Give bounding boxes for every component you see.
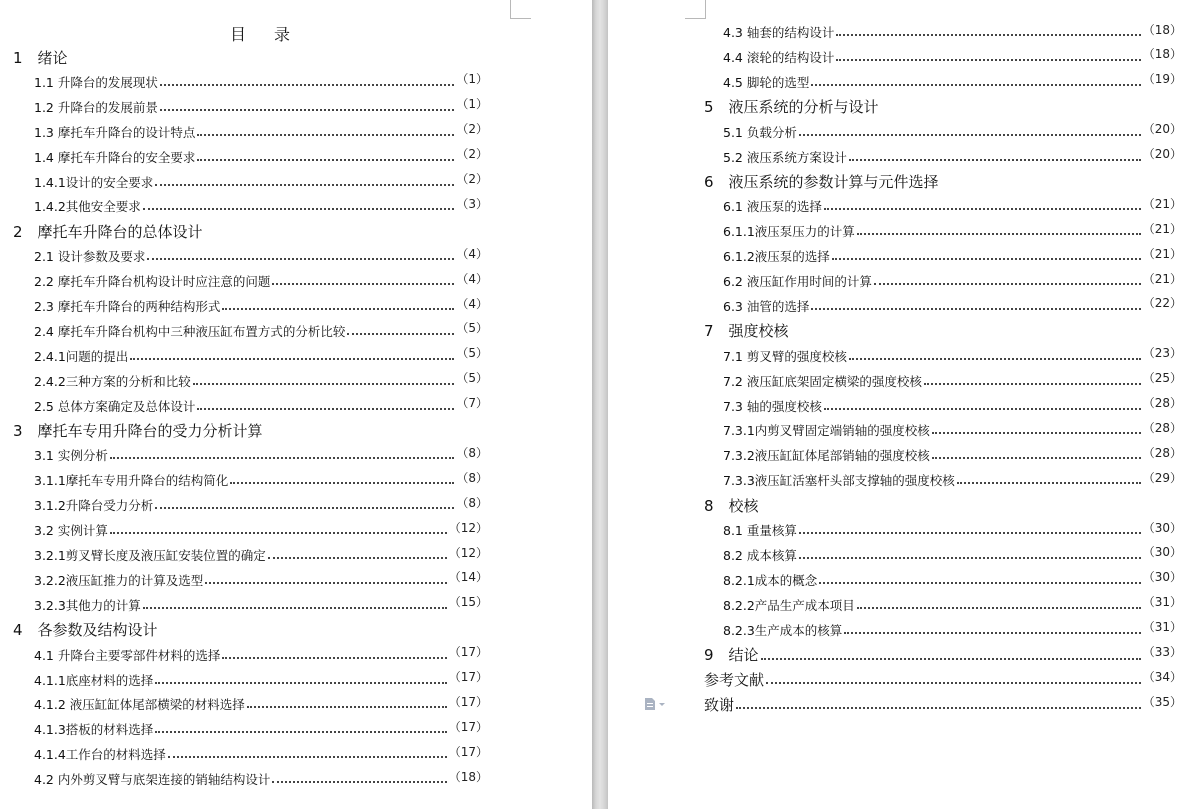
toc-section-entry — [723, 46, 1182, 68]
toc-entry-text: 1.1 升降台的发展现状 — [34, 74, 158, 90]
toc-page-number: （4） — [456, 296, 488, 311]
toc-chapter-entry — [13, 220, 203, 242]
toc-page-number: （5） — [456, 371, 488, 386]
toc-entry-text: 1.2 升降台的发展前景 — [34, 99, 158, 115]
dot-leader — [155, 493, 454, 509]
toc-page-number: （17） — [448, 670, 488, 684]
toc-entry-text: 4 各参数及结构设计 — [13, 621, 158, 640]
toc-entry-text: 5.1 负载分析 — [723, 124, 797, 140]
toc-entry-text: 2.4 摩托车升降台机构中三种液压缸布置方式的分析比较 — [34, 323, 346, 339]
dot-leader — [160, 95, 455, 111]
toc-entry-text: 8.2.1成本的概念 — [723, 572, 818, 588]
toc-chapter-entry — [704, 170, 939, 192]
toc-entry-text: 7.1 剪叉臂的强度校核 — [723, 348, 847, 364]
toc-page-number: （18） — [448, 769, 488, 784]
toc-section-entry — [723, 370, 1182, 392]
dot-leader — [844, 618, 1140, 634]
toc-page-number: （21） — [1142, 271, 1182, 286]
toc-section-entry — [34, 370, 488, 392]
toc-page-number: （17） — [448, 744, 488, 759]
toc-section-entry — [723, 121, 1182, 143]
dot-leader — [272, 269, 454, 285]
dot-leader — [924, 369, 1141, 385]
toc-section-entry — [723, 295, 1182, 317]
toc-page-number: （17） — [448, 645, 488, 660]
toc-section-entry — [34, 245, 488, 267]
dot-leader — [143, 593, 447, 609]
toc-section-entry — [723, 21, 1182, 43]
toc-entry-text: 3.2.3其他力的计算 — [34, 597, 141, 613]
dot-leader — [736, 691, 1141, 709]
toc-title-char: 录 — [274, 25, 297, 44]
toc-entry-text: 2.5 总体方案确定及总体设计 — [34, 398, 196, 414]
toc-entry-text: 1.3 摩托车升降台的设计特点 — [34, 124, 196, 140]
toc-page-number: （14） — [448, 570, 488, 585]
dot-leader — [143, 194, 455, 210]
toc-entry-text: 7.2 液压缸底架固定横梁的强度校核 — [723, 373, 922, 389]
toc-section-entry — [723, 544, 1182, 566]
dot-leader — [799, 543, 1141, 559]
toc-entry-text: 8 校核 — [704, 496, 759, 515]
toc-entry-text: 1.4 摩托车升降台的安全要求 — [34, 149, 196, 165]
dot-leader — [168, 742, 447, 758]
toc-page-number: （19） — [1142, 72, 1182, 87]
toc-section-entry — [34, 718, 488, 740]
toc-section-entry — [34, 494, 488, 516]
toc-section-entry — [34, 594, 488, 616]
toc-section-entry — [34, 544, 488, 566]
toc-entry-text: 3.2 实例计算 — [34, 523, 108, 539]
toc-page-number: （25） — [1142, 371, 1182, 386]
dot-leader — [957, 468, 1141, 484]
toc-entry-text: 6 液压系统的参数计算与元件选择 — [704, 172, 939, 191]
toc-section-entry — [34, 171, 488, 193]
dot-leader — [197, 120, 454, 136]
toc-section-entry — [723, 444, 1182, 466]
toc-chapter-entry — [704, 320, 789, 342]
toc-section-entry — [34, 693, 488, 715]
toc-section-entry — [723, 469, 1182, 491]
toc-page-number: （15） — [448, 595, 488, 610]
toc-chapter-entry — [13, 619, 158, 641]
toc-section-entry — [34, 195, 488, 217]
toc-entry-text: 8.1 重量核算 — [723, 523, 797, 538]
dot-leader — [197, 394, 454, 410]
toc-entry-text: 1 绪论 — [13, 48, 68, 67]
toc-page-number: （29） — [1142, 470, 1182, 485]
dot-leader — [110, 443, 455, 459]
toc-section-entry — [723, 270, 1182, 292]
toc-entry-text: 3.2.1剪叉臂长度及液压缸安装位置的确定 — [34, 548, 266, 563]
toc-section-entry — [723, 220, 1182, 242]
toc-page-number: （30） — [1142, 570, 1182, 585]
toc-section-entry — [723, 419, 1182, 441]
dot-leader — [155, 170, 454, 186]
dot-leader — [247, 692, 447, 708]
toc-entry-text: 1.4.1设计的安全要求 — [34, 174, 154, 190]
toc-page-number: （7） — [456, 396, 488, 411]
toc-entry-text: 7.3.1内剪叉臂固定端销轴的强度校核 — [723, 423, 930, 439]
dot-leader — [811, 294, 1140, 310]
toc-chapter-entry — [13, 420, 263, 442]
dot-leader — [272, 767, 446, 783]
toc-entry-text: 2.4.1问题的提出 — [34, 348, 129, 364]
toc-entry-text: 4.2 内外剪叉臂与底架连接的销轴结构设计 — [34, 772, 271, 788]
toc-section-entry — [34, 121, 488, 143]
toc-page-number: （18） — [1142, 47, 1182, 62]
toc-section-entry — [34, 669, 488, 691]
toc-section-entry — [723, 395, 1182, 417]
toc-section-entry — [34, 569, 488, 591]
dot-leader — [799, 120, 1141, 136]
document-icon — [645, 698, 655, 710]
toc-section-entry — [723, 619, 1182, 641]
toc-chapter-entry — [704, 494, 759, 516]
toc-page-number: （18） — [1142, 22, 1182, 37]
toc-page-number: （28） — [1142, 445, 1182, 460]
toc-chapter-entry — [704, 96, 879, 118]
dot-leader — [160, 70, 455, 86]
toc-page-number: （34） — [1142, 669, 1182, 684]
toc-chapter-entry — [704, 693, 1182, 715]
toc-page-number: （21） — [1142, 246, 1182, 261]
toc-page-number: （31） — [1142, 620, 1182, 635]
toc-section-entry — [723, 146, 1182, 168]
toc-page-number: （8） — [456, 470, 488, 485]
dot-leader — [836, 45, 1140, 61]
dot-leader — [824, 394, 1141, 410]
toc-entry-text: 8.2 成本核算 — [723, 547, 797, 563]
toc-page-number: （20） — [1142, 147, 1182, 161]
toc-page-number: （20） — [1142, 122, 1182, 137]
toc-section-entry — [34, 519, 488, 541]
toc-entry-text: 2.3 摩托车升降台的两种结构形式 — [34, 299, 221, 314]
dot-leader — [205, 568, 446, 584]
toc-section-entry — [34, 743, 488, 765]
dot-leader — [193, 369, 455, 385]
toc-entry-text: 参考文献 — [704, 670, 765, 689]
dot-leader — [110, 518, 447, 534]
toc-section-entry — [723, 71, 1182, 93]
toc-entry-text: 2.2 摩托车升降台机构设计时应注意的问题 — [34, 274, 271, 290]
toc-section-entry — [34, 295, 488, 317]
dot-leader — [268, 543, 447, 559]
dot-leader — [824, 194, 1141, 210]
dot-leader — [811, 70, 1140, 86]
toc-page-number: （12） — [448, 545, 488, 560]
crop-mark — [685, 0, 706, 19]
toc-entry-text: 6.3 油管的选择 — [723, 298, 810, 314]
toc-page-number: （3） — [456, 196, 488, 211]
document-dropdown-icon[interactable] — [645, 697, 675, 711]
toc-entry-text: 4.3 轴套的结构设计 — [723, 25, 835, 40]
toc-page-number: （30） — [1142, 545, 1182, 560]
dot-leader — [836, 20, 1140, 36]
toc-section-entry — [34, 469, 488, 491]
toc-page-number: （1） — [456, 72, 488, 87]
toc-section-entry — [34, 96, 488, 118]
toc-page-number: （23） — [1142, 346, 1182, 361]
toc-entry-text: 3.2.2液压缸推力的计算及选型 — [34, 572, 204, 588]
toc-entry-text: 6.2 液压缸作用时间的计算 — [723, 274, 872, 289]
dot-leader — [932, 443, 1141, 459]
toc-page-number: （17） — [448, 719, 488, 734]
toc-entry-text: 4.5 脚轮的选型 — [723, 74, 810, 90]
toc-page-number: （1） — [456, 97, 488, 112]
toc-page-number: （2） — [456, 122, 488, 137]
toc-page-number: （28） — [1142, 420, 1182, 435]
toc-entry-text: 9 结论 — [704, 646, 759, 664]
toc-entry-text: 2.4.2三种方案的分析和比较 — [34, 373, 191, 389]
dot-leader — [799, 518, 1141, 534]
toc-title-char: 目 — [230, 25, 253, 44]
toc-entry-text: 6.1.2液压泵的选择 — [723, 249, 830, 265]
toc-entry-text: 3 摩托车专用升降台的受力分析计算 — [13, 422, 263, 440]
chevron-down-icon — [659, 703, 665, 706]
toc-entry-text: 6.1 液压泵的选择 — [723, 199, 822, 215]
toc-page-number: （30） — [1142, 520, 1182, 535]
toc-entry-text: 8.2.3生产成本的核算 — [723, 622, 843, 638]
toc-section-entry — [34, 644, 488, 666]
dot-leader — [155, 717, 446, 733]
toc-section-entry — [723, 519, 1182, 541]
dot-leader — [819, 568, 1140, 584]
toc-entry-text: 5 液压系统的分析与设计 — [704, 98, 879, 117]
toc-section-entry — [34, 345, 488, 367]
toc-page-number: （5） — [456, 321, 488, 336]
page-gutter — [592, 0, 608, 809]
toc-page-number: （21） — [1142, 221, 1182, 236]
toc-entry-text: 5.2 液压系统方案设计 — [723, 149, 847, 165]
toc-entry-text: 2.1 设计参数及要求 — [34, 249, 146, 265]
toc-entry-text: 3.1 实例分析 — [34, 448, 108, 464]
toc-page-number: （2） — [456, 147, 488, 162]
toc-page-number: （17） — [448, 694, 488, 709]
toc-page-number: （21） — [1142, 196, 1182, 211]
dot-leader — [832, 244, 1141, 260]
toc-chapter-entry — [13, 46, 68, 68]
toc-title — [230, 22, 318, 45]
dot-leader — [874, 269, 1141, 285]
toc-section-entry — [34, 270, 488, 292]
toc-section-entry — [34, 320, 488, 342]
toc-entry-text: 4.1.1底座材料的选择 — [34, 672, 154, 688]
toc-page-number: （8） — [456, 495, 488, 510]
toc-entry-text: 4.1.2 液压缸缸体尾部横梁的材料选择 — [34, 697, 245, 713]
toc-entry-text: 6.1.1液压泵压力的计算 — [723, 224, 855, 240]
toc-page-number: （2） — [456, 172, 488, 186]
toc-entry-text: 7.3.3液压缸活塞杆头部支撑轴的强度校核 — [723, 473, 955, 489]
toc-entry-text: 4.1.3搭板的材料选择 — [34, 722, 154, 738]
dot-leader — [849, 145, 1141, 161]
toc-entry-text: 2 摩托车升降台的总体设计 — [13, 222, 203, 241]
toc-entry-text: 7.3.2液压缸缸体尾部销轴的强度校核 — [723, 448, 930, 464]
dot-leader — [347, 319, 454, 335]
page-left — [0, 0, 592, 809]
crop-mark — [510, 0, 531, 19]
toc-page-number: （8） — [456, 445, 488, 460]
toc-entry-text: 1.4.2其他安全要求 — [34, 199, 141, 215]
toc-entry-text: 4.1.4工作台的材料选择 — [34, 747, 166, 763]
toc-page-number: （31） — [1142, 595, 1182, 610]
toc-entry-text: 3.1.2升降台受力分析 — [34, 498, 154, 514]
toc-section-entry — [34, 768, 488, 790]
dot-leader — [849, 344, 1141, 360]
toc-entry-text: 7 强度校核 — [704, 322, 789, 341]
toc-entry-text: 4.1 升降台主要零部件材料的选择 — [34, 647, 221, 663]
dot-leader — [130, 344, 454, 360]
toc-section-entry — [34, 395, 488, 417]
toc-section-entry — [34, 146, 488, 168]
toc-page-number: （4） — [456, 271, 488, 286]
toc-chapter-entry — [704, 644, 1182, 666]
toc-chapter-entry — [704, 668, 1182, 690]
toc-section-entry — [723, 594, 1182, 616]
toc-entry-text: 8.2.2产品生产成本项目 — [723, 597, 855, 613]
toc-entry-text: 3.1.1摩托车专用升降台的结构简化 — [34, 473, 229, 489]
toc-page-number: （5） — [456, 346, 488, 361]
toc-section-entry — [723, 195, 1182, 217]
toc-page-number: （4） — [456, 246, 488, 261]
dot-leader — [857, 219, 1141, 235]
toc-section-entry — [723, 569, 1182, 591]
page-right — [608, 0, 1198, 809]
dot-leader — [222, 643, 446, 659]
toc-page-number: （28） — [1142, 396, 1182, 410]
toc-section-entry — [723, 345, 1182, 367]
dot-leader — [766, 666, 1141, 684]
toc-entry-text: 致谢 — [704, 695, 735, 714]
toc-entry-text: 4.4 滚轮的结构设计 — [723, 49, 835, 65]
toc-entry-text: 7.3 轴的强度校核 — [723, 398, 822, 414]
toc-section-entry — [34, 444, 488, 466]
toc-page-number: （12） — [448, 520, 488, 535]
dot-leader — [761, 642, 1141, 660]
dot-leader — [857, 593, 1141, 609]
dot-leader — [230, 468, 454, 484]
dot-leader — [147, 244, 454, 260]
dot-leader — [932, 418, 1141, 434]
dot-leader — [155, 668, 446, 684]
dot-leader — [197, 145, 454, 161]
toc-page-number: （22） — [1142, 296, 1182, 311]
toc-page-number: （35） — [1142, 694, 1182, 709]
toc-page-number: （33） — [1142, 645, 1182, 659]
toc-section-entry — [723, 245, 1182, 267]
dot-leader — [222, 294, 454, 310]
toc-section-entry — [34, 71, 488, 93]
